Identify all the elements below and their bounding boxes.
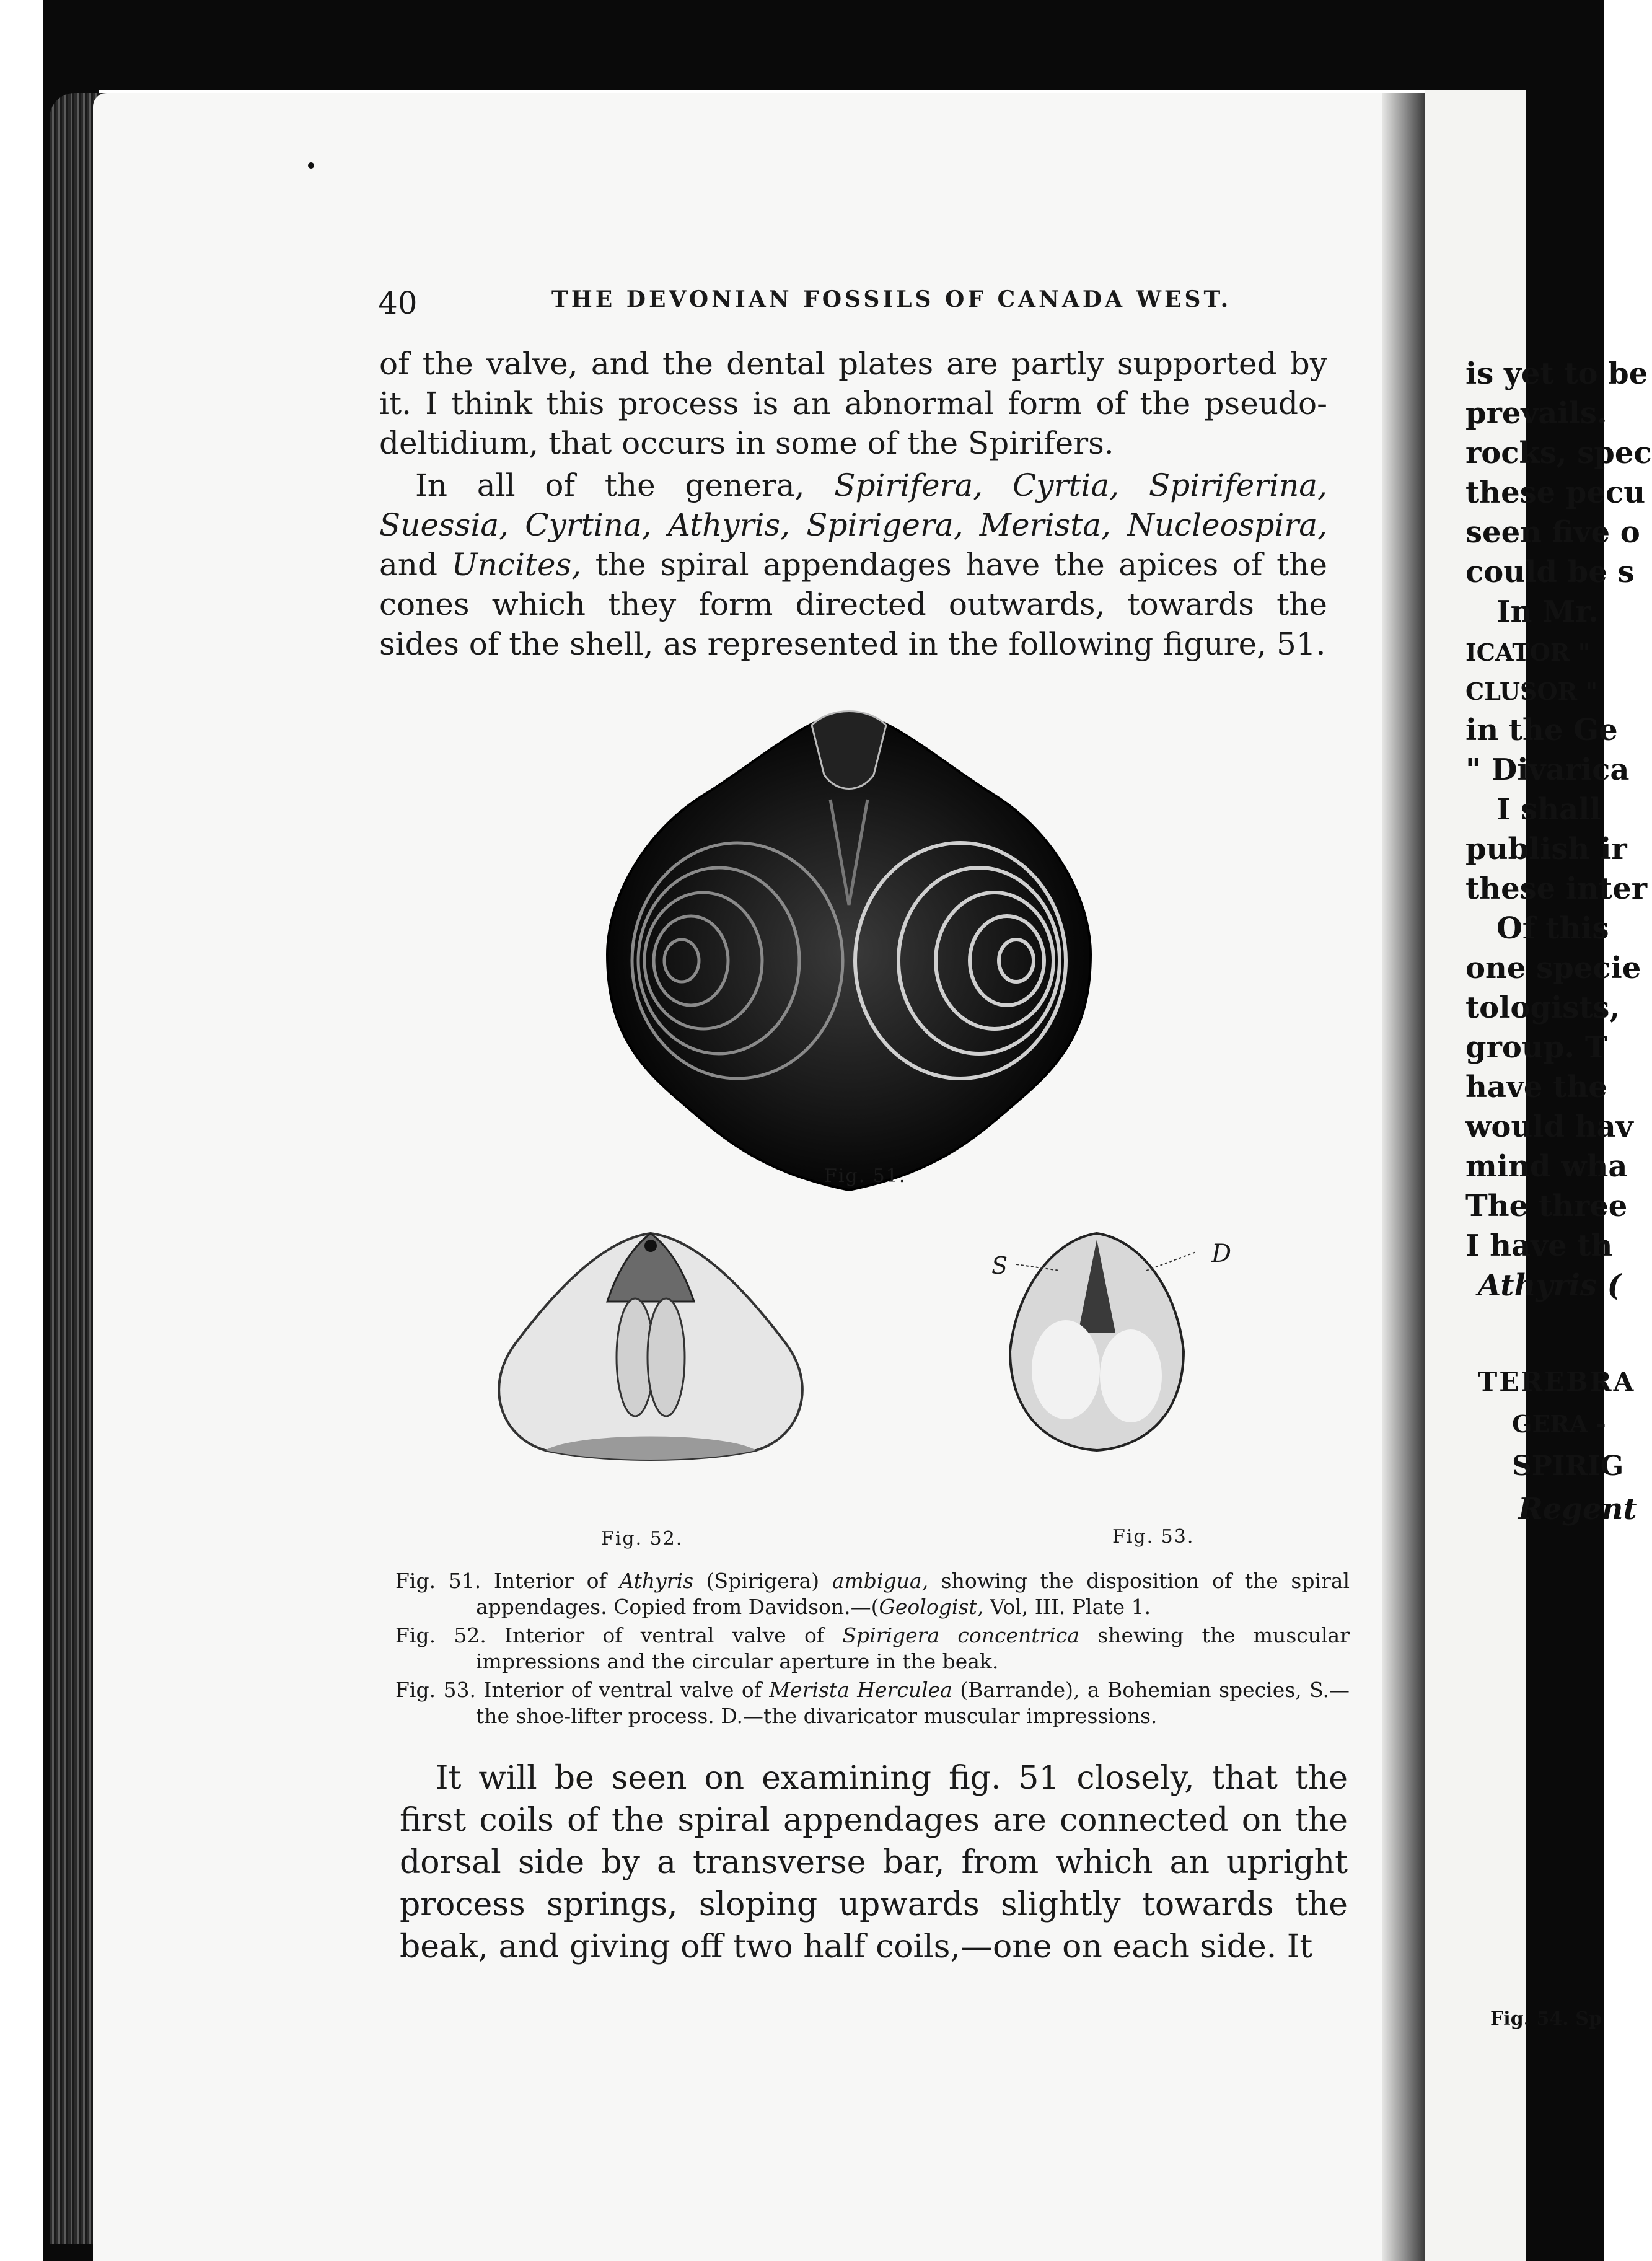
fig-51-illustration <box>595 700 1103 1209</box>
facing-line: have the <box>1465 1070 1607 1104</box>
ink-speck <box>308 162 314 169</box>
facing-line: publish ir <box>1465 832 1627 866</box>
facing-line: would hav <box>1465 1109 1633 1144</box>
caption-51-text-b: (Spirigera) <box>693 1569 832 1593</box>
caption-51-text-a: Fig. 51. Interior of <box>395 1569 620 1593</box>
facing-line: I shall <box>1496 792 1601 827</box>
facing-line: mind wha <box>1465 1149 1628 1184</box>
caption-51-text-d: Vol, III. Plate 1. <box>983 1595 1151 1619</box>
facing-line: in the Ge <box>1465 713 1618 747</box>
facing-line: prevails. <box>1465 396 1607 431</box>
caption-51-journal: Geologist, <box>879 1595 984 1619</box>
paragraph-1: of the valve, and the dental plates are partly supported by it. I think this process is an abnormal form of the pseudo-deltidium, that occurs in some of the Spirifers. <box>379 346 1327 461</box>
caption-53-species: Merista Herculea <box>769 1678 952 1702</box>
caption-52-text-a: Fig. 52. Interior of ventral valve of <box>395 1623 843 1647</box>
facing-line: ICATOR " <box>1465 638 1591 666</box>
facing-line: Of this <box>1496 911 1609 946</box>
fig-53-label: Fig. 53. <box>1112 1526 1195 1548</box>
facing-line: tologists, <box>1465 990 1620 1025</box>
facing-page-text <box>1425 90 1652 2261</box>
p2-text-b: the spiral appendages have the apices of the cones which they form directed outwards, towards the sides of the shell, as represented in the following figure, 51. <box>379 547 1327 662</box>
facing-line: Regent <box>1518 1492 1637 1527</box>
facing-line: " Divarica <box>1465 752 1630 787</box>
facing-line: Fig. 54. Sp <box>1490 2008 1602 2030</box>
facing-line: I have th <box>1465 1228 1613 1263</box>
body-text-bottom <box>400 1757 1348 1968</box>
caption-51-text-c: showing the disposition of the spiral appendages. Copied from Davidson.—( <box>476 1569 1350 1619</box>
facing-line: The three <box>1465 1189 1628 1223</box>
facing-line: group. T <box>1465 1030 1607 1065</box>
fig-53-mark-s: S <box>991 1252 1009 1279</box>
facing-line: Athyris ( <box>1478 1268 1622 1303</box>
p2-uncites: Uncites, <box>451 547 582 583</box>
caption-53-text-b: (Barrande), a Bohemian species, S.—the shoe-lifter process. D.—the divaricator muscular impressions. <box>476 1678 1350 1728</box>
caption-52-text-b: shewing the muscular impressions and the circular aperture in the beak. <box>476 1623 1350 1673</box>
body-text-top <box>379 344 1327 664</box>
caption-fig-52 <box>395 1623 1350 1675</box>
paragraph-2 <box>379 465 1327 664</box>
fig-51-label: Fig. 51. <box>824 1165 907 1187</box>
fig-52-illustration <box>490 1227 812 1463</box>
figure-captions <box>395 1568 1350 1732</box>
running-title: THE DEVONIAN FOSSILS OF CANADA WEST. <box>551 286 1232 312</box>
fig-53-mark-d: D <box>1211 1240 1233 1268</box>
facing-line: rocks, spec <box>1465 436 1652 470</box>
facing-line: could be s <box>1465 555 1635 589</box>
scan-border-top <box>43 0 1604 90</box>
caption-fig-53 <box>395 1677 1350 1729</box>
fig-52-label: Fig. 52. <box>601 1528 683 1549</box>
p2-genera-list: Spirifera, Cyrtia, Spiriferina, Suessia, Cyrtina, Athyris, Spirigera, Merista, Nucleospira, <box>379 467 1327 543</box>
caption-53-text-a: Fig. 53. Interior of ventral valve of <box>395 1678 770 1702</box>
caption-fig-51 <box>395 1568 1350 1620</box>
facing-line: SPIRIG <box>1512 1450 1624 1482</box>
facing-line: TEREBRA <box>1478 1367 1636 1397</box>
facing-line: these inter <box>1465 871 1648 906</box>
facing-line: seen five o <box>1465 515 1640 550</box>
facing-line: CLUSOR " <box>1465 677 1598 705</box>
paragraph-3: It will be seen on examining fig. 51 closely, that the first coils of the spiral appendages are connected on the dorsal side by a transverse bar, from which an upright process springs, sloping upwards slightly towards the beak, and giving off two half coils,—one on each side. It <box>400 1760 1348 1965</box>
facing-line: one specie <box>1465 951 1641 985</box>
page-gutter-shadow <box>1382 93 1425 2261</box>
facing-line: In Mr. <box>1496 594 1599 629</box>
p2-text-and: and <box>379 547 452 583</box>
page-number: 40 <box>378 285 418 321</box>
caption-51-genus: Athyris <box>619 1569 694 1593</box>
caption-52-species: Spirigera concentrica <box>842 1623 1080 1647</box>
facing-line: is yet to be <box>1465 356 1648 391</box>
facing-line: GERA - <box>1512 1410 1606 1438</box>
facing-line: these pecu <box>1465 475 1646 510</box>
p2-text-a: In all of the genera, <box>415 467 835 503</box>
caption-51-species: ambigua, <box>832 1569 928 1593</box>
